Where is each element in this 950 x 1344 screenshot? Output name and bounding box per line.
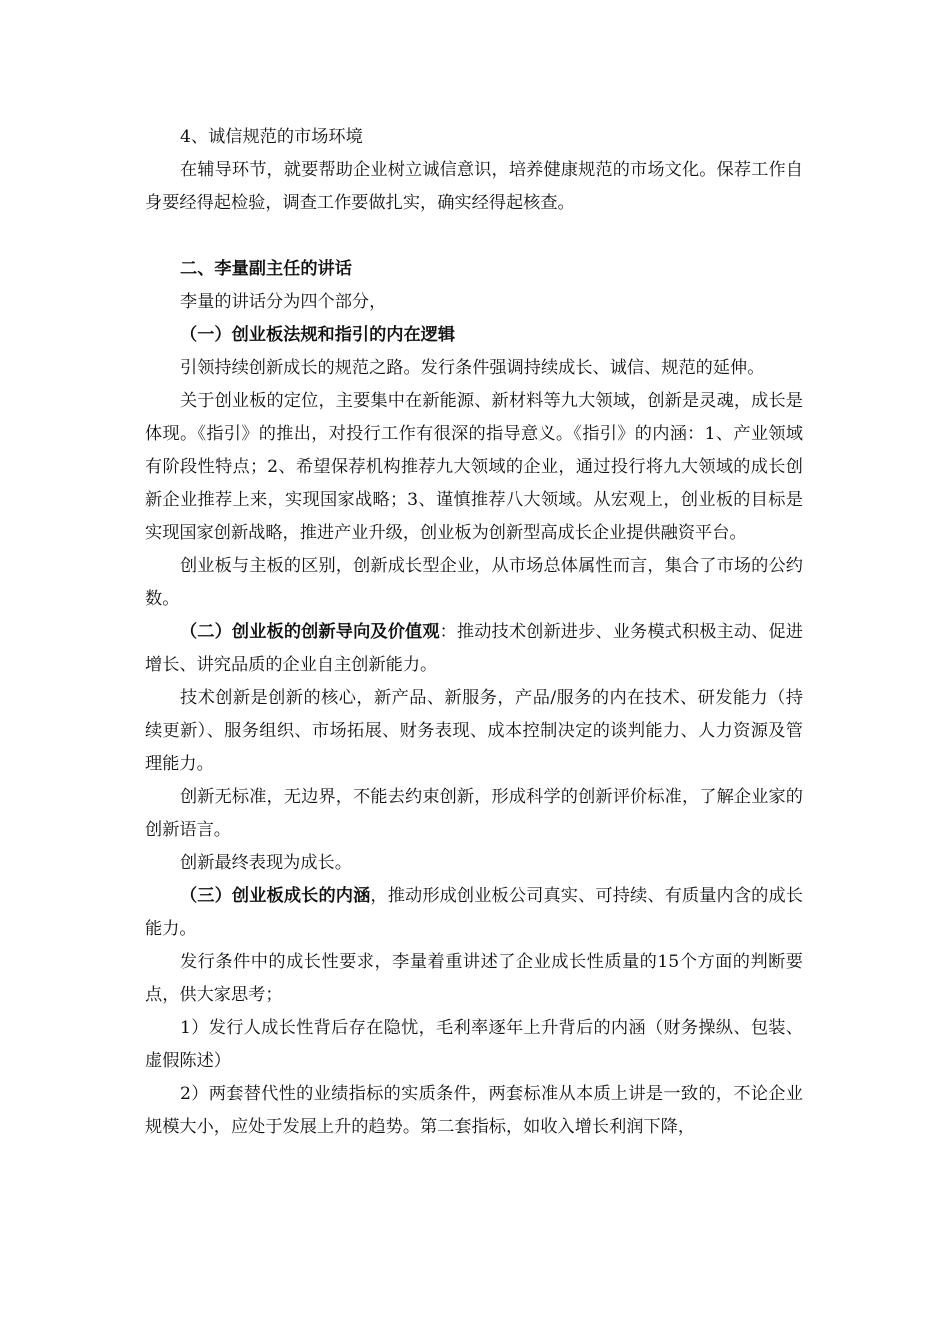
paragraph xyxy=(145,616,803,682)
paragraph-text: ，推动形成创业板公司真实、可持续、有质量内含的成长能力。 xyxy=(145,886,803,939)
paragraph: 创业板与主板的区别，创新成长型企业，从市场总体属性而言，集合了市场的公约数。 xyxy=(145,556,803,609)
paragraph: 发行条件中的成长性要求，李量着重讲述了企业成长性质量的15个方面的判断要点，供大家思考； xyxy=(145,952,803,1005)
paragraph: 技术创新是创新的核心，新产品、新服务，产品/服务的内在技术、研发能力（持续更新）、服务组织、市场拓展、财务表现、成本控制决定的谈判能力、人力资源及管理能力。 xyxy=(145,688,803,774)
list-item: 2）两套替代性的业绩指标的实质条件，两套标准从本质上讲是一致的，不论企业规模大小，应处于发展上升的趋势。第二套指标，如收入增长利润下降， xyxy=(145,1084,803,1137)
section-subheading: 4、诚信规范的市场环境 xyxy=(180,127,363,147)
inline-heading: （二）创业板的创新导向及价值观 xyxy=(180,622,440,642)
list-item: 1）发行人成长性背后存在隐忧，毛利率逐年上升背后的内涵（财务操纵、包装、虚假陈述） xyxy=(145,1018,803,1071)
paragraph: 在辅导环节，就要帮助企业树立诚信意识，培养健康规范的市场文化。保荐工作自身要经得起检验，调查工作要做扎实，确实经得起核查。 xyxy=(145,160,803,213)
paragraph: 创新最终表现为成长。 xyxy=(180,853,352,873)
paragraph: 引领持续创新成长的规范之路。发行条件强调持续成长、诚信、规范的延伸。 xyxy=(180,358,765,378)
paragraph-text: ：推动技术创新进步、业务模式积极主动、促进增长、讲究品质的企业自主创新能力。 xyxy=(145,622,803,675)
paragraph: 创新无标准，无边界，不能去约束创新，形成科学的创新评价标准，了解企业家的创新语言。 xyxy=(145,787,803,840)
inline-heading: （三）创业板成长的内涵 xyxy=(180,886,371,906)
section-heading: 二、李量副主任的讲话 xyxy=(180,259,352,279)
paragraph: 李量的讲话分为四个部分， xyxy=(180,292,387,312)
document-page xyxy=(145,121,803,1144)
blank-line xyxy=(145,220,803,253)
paragraph xyxy=(145,880,803,946)
paragraph: 关于创业板的定位，主要集中在新能源、新材料等九大领域，创新是灵魂，成长是体现。《指引》的推出，对投行工作有很深的指导意义。《指引》的内涵：1、产业领域有阶段性特点；2、希望保荐机构推荐九大领域的企业，通过投行将九大领域的成长创新企业推荐上来，实现国家战略；3、谨慎推荐八大领域。从宏观上，创业板的目标是实现国家创新战略，推进产业升级，创业板为创新型高成长企业提供融资平台。 xyxy=(145,391,803,543)
subsection-heading: （一）创业板法规和指引的内在逻辑 xyxy=(180,325,456,345)
